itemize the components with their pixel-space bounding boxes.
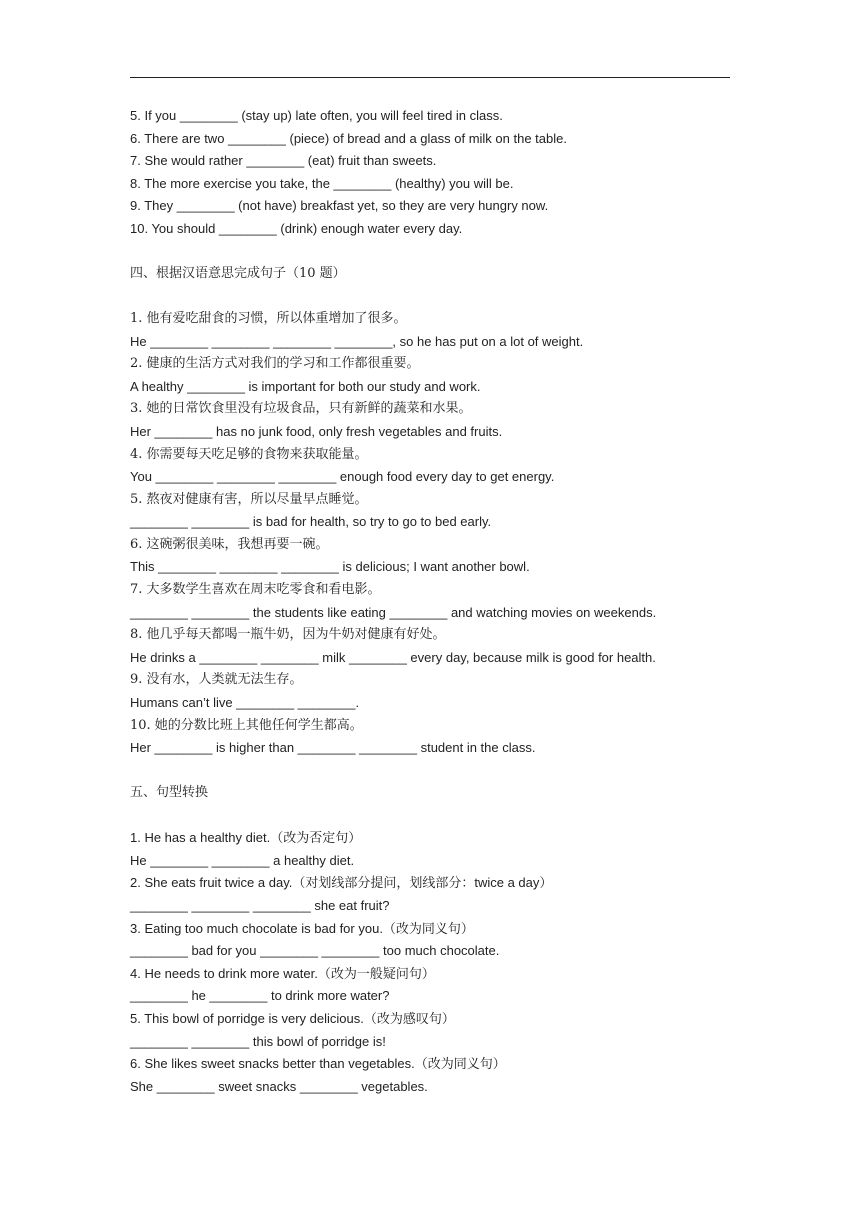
chinese-prompt: 1. 他有爱吃甜食的习惯，所以体重增加了很多。 — [130, 310, 407, 326]
english-answer-line: This ________ ________ ________ is delicious; I want another bowl. — [130, 559, 530, 575]
transform-answer-line: He ________ ________ a healthy diet. — [130, 852, 355, 868]
question-line: 6. There are two ________ (piece) of bread and a glass of milk on the table. — [130, 130, 567, 146]
chinese-prompt: 7. 大多数学生喜欢在周末吃零食和看电影。 — [130, 582, 381, 598]
question-line: 7. She would rather ________ (eat) fruit than sweets. — [130, 153, 437, 169]
section5-title: 五、句型转换 — [130, 785, 209, 801]
transform-answer-line: ________ ________ ________ she eat fruit? — [130, 897, 390, 913]
section5-items — [130, 827, 730, 1098]
transform-question: 1. He has a healthy diet.（改为否定句） — [130, 830, 362, 846]
question-line: 5. If you ________ (stay up) late often, you will feel tired in class. — [130, 108, 503, 123]
transform-question: 4. He needs to drink more water.（改为一般疑问句） — [130, 965, 435, 981]
chinese-prompt: 8. 他几乎每天都喝一瓶牛奶，因为牛奶对健康有好处。 — [130, 627, 446, 643]
section4-title: 四、根据汉语意思完成句子（10 题） — [130, 265, 346, 281]
chinese-prompt: 3. 她的日常饮食里没有垃圾食品，只有新鲜的蔬菜和水果。 — [130, 401, 472, 417]
transform-answer-line: ________ bad for you ________ ________ too much chocolate. — [130, 943, 500, 959]
transform-answer-line: She ________ sweet snacks ________ vegetables. — [130, 1078, 428, 1094]
english-answer-line: ________ ________ the students like eating ________ and watching movies on weekends. — [130, 604, 657, 620]
english-answer-line: A healthy ________ is important for both our study and work. — [130, 378, 481, 394]
chinese-prompt: 2. 健康的生活方式对我们的学习和工作都很重要。 — [130, 356, 420, 372]
question-line: 9. They ________ (not have) breakfast yet, so they are very hungry now. — [130, 198, 549, 214]
english-answer-line: Her ________ has no junk food, only fresh vegetables and fruits. — [130, 423, 503, 439]
english-answer-line: Her ________ is higher than ________ ________ student in the class. — [130, 740, 536, 756]
english-answer-line: ________ ________ is bad for health, so try to go to bed early. — [130, 514, 492, 530]
worksheet-content — [130, 105, 730, 1098]
question-line: 10. You should ________ (drink) enough water every day. — [130, 220, 463, 236]
english-answer-line: Humans can’t live ________ ________. — [130, 695, 360, 711]
chinese-prompt: 9. 没有水，人类就无法生存。 — [130, 672, 303, 688]
transform-answer-line: ________ he ________ to drink more water? — [130, 988, 390, 1004]
english-answer-line: He drinks a ________ ________ milk ________ every day, because milk is good for health. — [130, 649, 656, 665]
question-line: 8. The more exercise you take, the ________ (healthy) you will be. — [130, 175, 514, 191]
section3-tail — [130, 105, 730, 241]
chinese-prompt: 4. 你需要每天吃足够的食物来获取能量。 — [130, 446, 368, 462]
transform-question: 2. She eats fruit twice a day.（对划线部分提问，划线部分：twice a day） — [130, 875, 553, 891]
chinese-prompt: 6. 这碗粥很美味，我想再要一碗。 — [130, 536, 329, 552]
english-answer-line: You ________ ________ ________ enough food every day to get energy. — [130, 469, 555, 485]
transform-question: 5. This bowl of porridge is very delicious.（改为感叹句） — [130, 1010, 455, 1026]
chinese-prompt: 5. 熬夜对健康有害，所以尽量早点睡觉。 — [130, 491, 368, 507]
english-answer-line: He ________ ________ ________ ________, so he has put on a lot of weight. — [130, 333, 584, 349]
transform-answer-line: ________ ________ this bowl of porridge is! — [130, 1033, 386, 1049]
transform-question: 6. She likes sweet snacks better than vegetables.（改为同义句） — [130, 1056, 506, 1072]
transform-question: 3. Eating too much chocolate is bad for you.（改为同义句） — [130, 920, 474, 936]
section4-items — [130, 308, 730, 760]
chinese-prompt: 10. 她的分数比班上其他任何学生都高。 — [130, 717, 363, 733]
header-rule — [130, 77, 730, 78]
